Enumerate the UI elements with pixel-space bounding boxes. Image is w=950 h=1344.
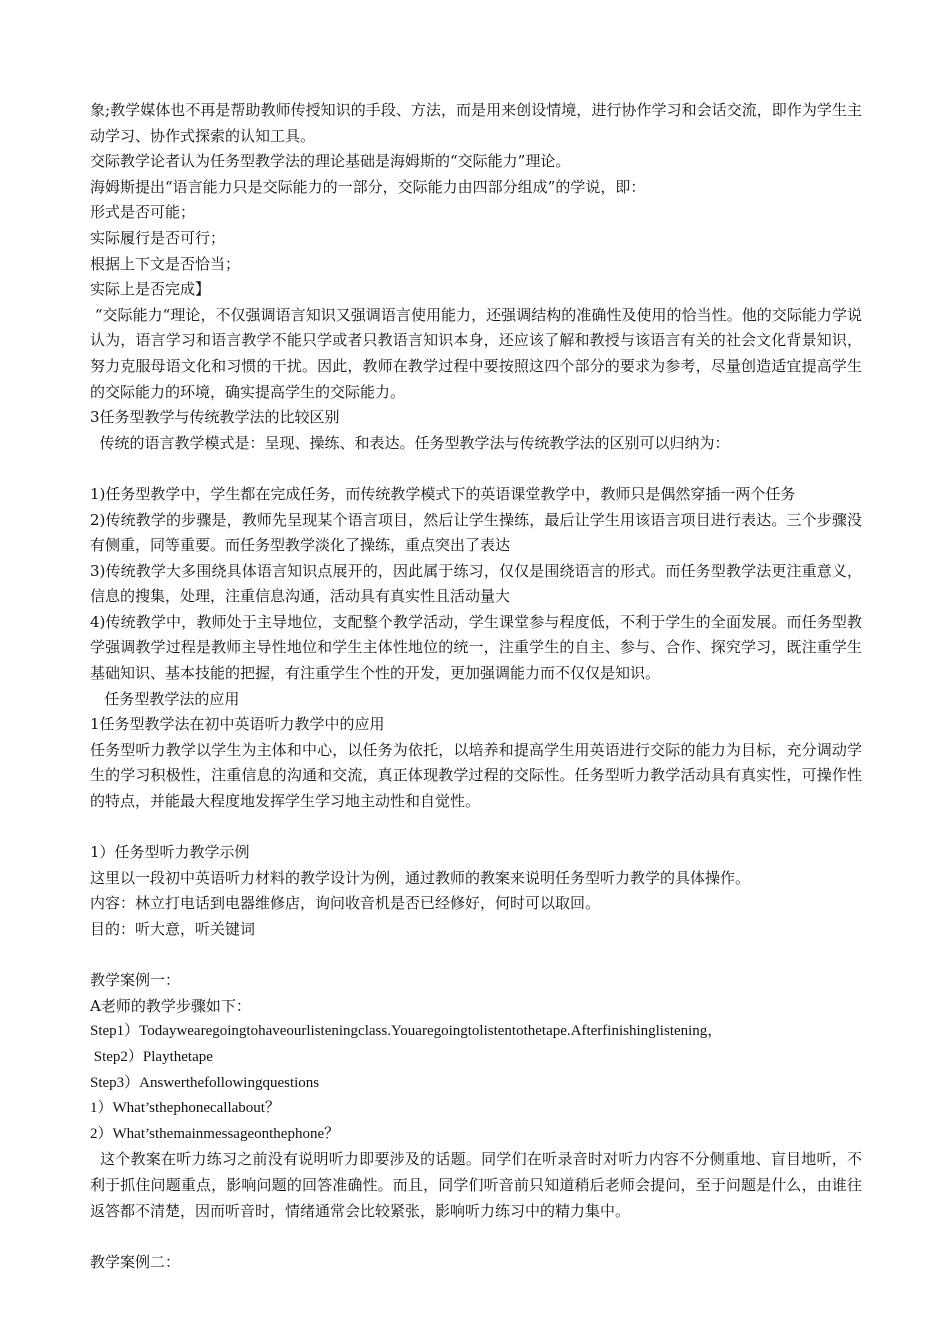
blank-line <box>90 815 862 841</box>
subheading: 教学案例一： <box>90 971 181 990</box>
blank-line <box>90 943 862 969</box>
question-line: 1）What’sthephonecallabout？ <box>90 1100 280 1117</box>
step-line: Step2）Playthetape <box>90 1048 213 1065</box>
list-item: 4)传统教学中，教师处于主导地位，支配整个教学活动，学生课堂参与程度低，不利于学生的全面发展。而任务型教学强调教学过程是教师主导性地位和学生主体性地位的统一，注重学生的自主、参与、合作、探究学习，既注重学生基础知识、基本技能的把握，有注重学生个性的开发，更加强调能力而不仅仅是知识。 <box>90 612 862 683</box>
document-page <box>90 98 862 1275</box>
question-line: 2）What’sthemainmessageonthephone？ <box>90 1125 340 1142</box>
paragraph: 传统的语言教学模式是：呈现、操练、和表达。任务型教学法与传统教学法的区别可以归纳为： <box>90 433 730 452</box>
section-heading: 任务型教学法的应用 <box>90 689 240 708</box>
paragraph: 任务型听力教学以学生为主体和中心，以任务为依托，以培养和提高学生用英语进行交际的能力为目标，充分调动学生的学习积极性，注重信息的沟通和交流，真正体现教学过程的交际性。任务型听力教学活动具有真实性，可操作性的特点，并能最大程度地发挥学生学习地主动性和自觉性。 <box>90 740 862 811</box>
step-line: Step1）Todaywearegoingtohaveourlisteningclass.Youaregoingtolistentothetape.Afterfinishinglistening， <box>90 1023 723 1040</box>
paragraph: A老师的教学步骤如下： <box>90 996 251 1015</box>
step-line: Step3）Answerthefollowingquestions <box>90 1074 320 1091</box>
list-item: 1)任务型教学中，学生都在完成任务，而传统教学模式下的英语课堂教学中，教师只是偶然穿插一两个任务 <box>90 484 796 503</box>
paragraph: 实际履行是否可行； <box>90 228 226 247</box>
blank-line <box>90 456 862 482</box>
section-heading: 3任务型教学与传统教学法的比较区别 <box>90 408 340 427</box>
paragraph: 交际教学论者认为任务型教学法的理论基础是海姆斯的“交际能力”理论。 <box>90 152 571 171</box>
subheading: 1）任务型听力教学示例 <box>90 843 250 862</box>
subheading: 教学案例二： <box>90 1252 181 1271</box>
paragraph: “交际能力“理论，不仅强调语言知识又强调语言使用能力，还强调结构的准确性及使用的恰当性。他的交际能力学说认为，语言学习和语言教学不能只学或者只教语言知识本身，还应该了解和教授与该语言有关的社会文化背景知识，努力克服母语文化和习惯的干扰。因此，教师在教学过程中要按照这四个部分的要求为参考，尽量创造适宜提高学生的交际能力的环境，确实提高学生的交际能力。 <box>90 305 862 401</box>
paragraph: 这里以一段初中英语听力材料的教学设计为例，通过教师的教案来说明任务型听力教学的具体操作。 <box>90 868 751 887</box>
paragraph: 这个教案在听力练习之前没有说明听力即要涉及的话题。同学们在听录音时对听力内容不分侧重地、盲目地听，不利于抓住问题重点，影响问题的回答准确性。而且，同学们听音前只知道稍后老师会提问，至于问题是什么，由谁往返答都不清楚，因而听音时，情绪通常会比较紧张，影响听力练习中的精力集中。 <box>90 1150 862 1220</box>
paragraph: 海姆斯提出“语言能力只是交际能力的一部分，交际能力由四部分组成”的学说，即： <box>90 177 646 196</box>
list-item: 2)传统教学的步骤是，教师先呈现某个语言项目，然后让学生操练，最后让学生用该语言项目进行表达。三个步骤没有侧重，同等重要。而任务型教学淡化了操练，重点突出了表达 <box>90 510 862 555</box>
paragraph: 根据上下文是否恰当； <box>90 254 241 273</box>
blank-line <box>90 1224 862 1250</box>
list-item: 3)传统教学大多围绕具体语言知识点展开的，因此属于练习，仅仅是围绕语言的形式。而任务型教学法更注重意义，信息的搜集，处理，注重信息沟通，活动具有真实性且活动量大 <box>90 561 862 606</box>
paragraph: 形式是否可能； <box>90 203 196 222</box>
paragraph: 实际上是否完成】 <box>90 280 211 299</box>
paragraph: 目的：听大意，听关键词 <box>90 920 256 938</box>
paragraph: 象;教学媒体也不再是帮助教师传授知识的手段、方法，而是用来创设情境，进行协作学习和会话交流，即作为学生主动学习、协作式探索的认知工具。 <box>90 101 862 145</box>
paragraph: 内容：林立打电话到电器维修店，询问收音机是否已经修好，何时可以取回。 <box>90 894 601 913</box>
section-heading: 1任务型教学法在初中英语听力教学中的应用 <box>90 715 385 734</box>
